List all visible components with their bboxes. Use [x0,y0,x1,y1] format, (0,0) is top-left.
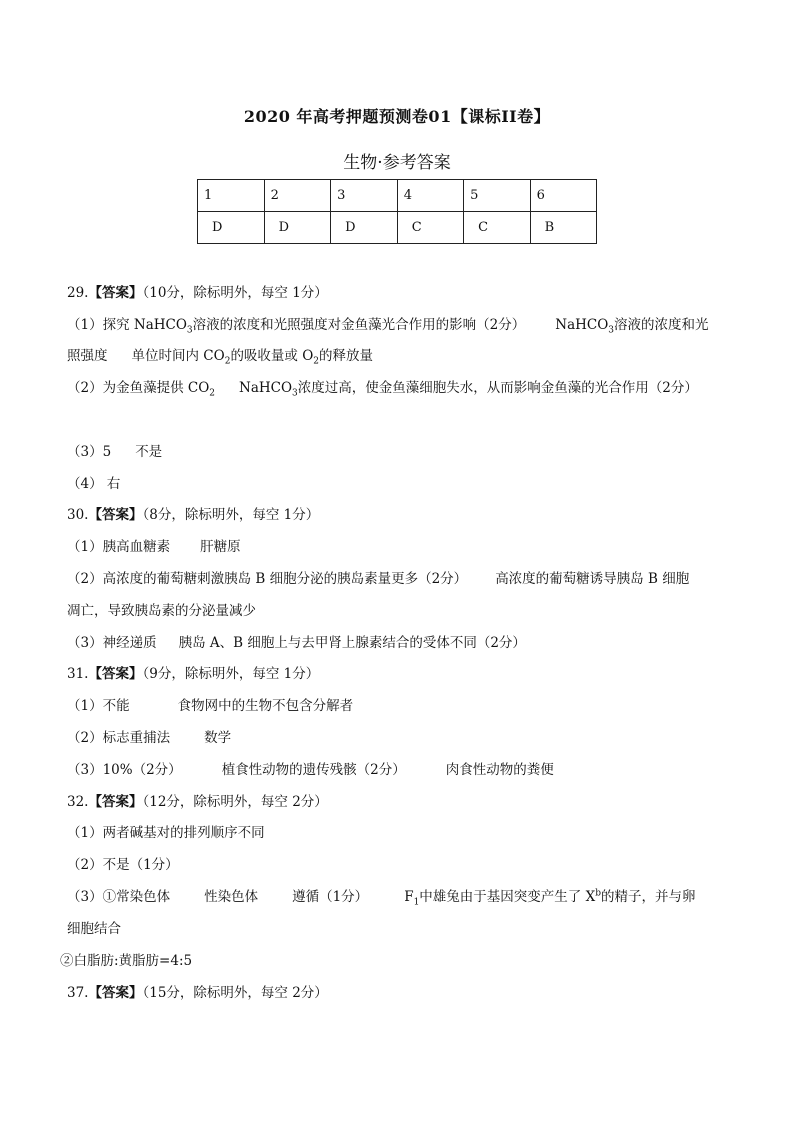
q30-part2: （2）高浓度的葡萄糖刺激胰岛 B 细胞分泌的胰岛素量更多（2分） 高浓度的葡萄糖诱导胰岛 B 细胞 [67,571,690,587]
page-subtitle: 生物·参考答案 [343,153,451,173]
q29-part1-cont: 照强度 单位时间内 $CO_2$的吸收量或 $O_2$的释放量 [67,348,374,367]
q30-part3: （3）神经递质 胰岛 A、B 细胞上与去甲肾上腺素结合的受体不同（2分） [67,635,526,651]
table-row [198,212,597,244]
q31-part1: （1）不能 食物网中的生物不包含分解者 [67,698,354,714]
answer-table [197,179,597,244]
page-title: 2020 年高考押题预测卷01【课标II卷】 [243,107,551,126]
table-cell: 5 [464,180,530,212]
q29-part3: （3）5 不是 [67,444,163,460]
q31-part3: （3）10%（2分） 植食性动物的遗传残骸（2分） 肉食性动物的粪便 [67,762,554,778]
q32-part4: ②白脂肪:黄脂肪=4:5 [60,953,193,969]
q30-part2-cont: 凋亡，导致胰岛素的分泌量减少 [67,603,256,619]
q30-header: 30.【答案】（8分，除标明外，每空 1分） [67,507,320,523]
table-cell: 2 [264,180,331,212]
q37-header: 37.【答案】（15分，除标明外，每空 2分） [67,985,328,1001]
q32-part3-cont: 细胞结合 [67,921,121,937]
q32-part3: （3）①常染色体 性染色体 遵循（1分） $F_1$中雄兔由于基因突变产生了 $X^b$的精子，并与卵 [67,888,696,908]
table-cell: 6 [530,180,596,212]
q29-part2: （2）为金鱼藻提供 $CO_2$ NaHCO$_3$浓度过高，使金鱼藻细胞失水，从而影响金鱼藻的光合作用（2分） [67,380,698,399]
table-cell: C [397,212,463,244]
table-cell: C [464,212,530,244]
q29-header: 29.【答案】（10分，除标明外，每空 1分） [67,285,328,301]
table-cell: D [198,212,265,244]
q30-part1: （1）胰高血糖素 肝糖原 [67,539,241,555]
table-cell: 1 [198,180,265,212]
q31-part2: （2）标志重捕法 数学 [67,730,232,746]
q32-part1: （1）两者碱基对的排列顺序不同 [67,825,265,841]
table-cell: D [331,212,398,244]
q29-part1: （1）探究 NaHCO$_3$溶液的浓度和光照强度对金鱼藻光合作用的影响（2分） NaHCO$_3$溶液的浓度和光 [67,317,709,336]
q32-header: 32.【答案】（12分，除标明外，每空 2分） [67,794,328,810]
table-cell: B [530,212,596,244]
table-cell: 4 [397,180,463,212]
q31-header: 31.【答案】（9分，除标明外，每空 1分） [67,666,320,682]
table-cell: D [264,212,331,244]
q29-part4: （4） 右 [67,476,121,492]
q32-part2: （2）不是（1分） [67,857,179,873]
table-cell: 3 [331,180,398,212]
table-row [198,180,597,212]
